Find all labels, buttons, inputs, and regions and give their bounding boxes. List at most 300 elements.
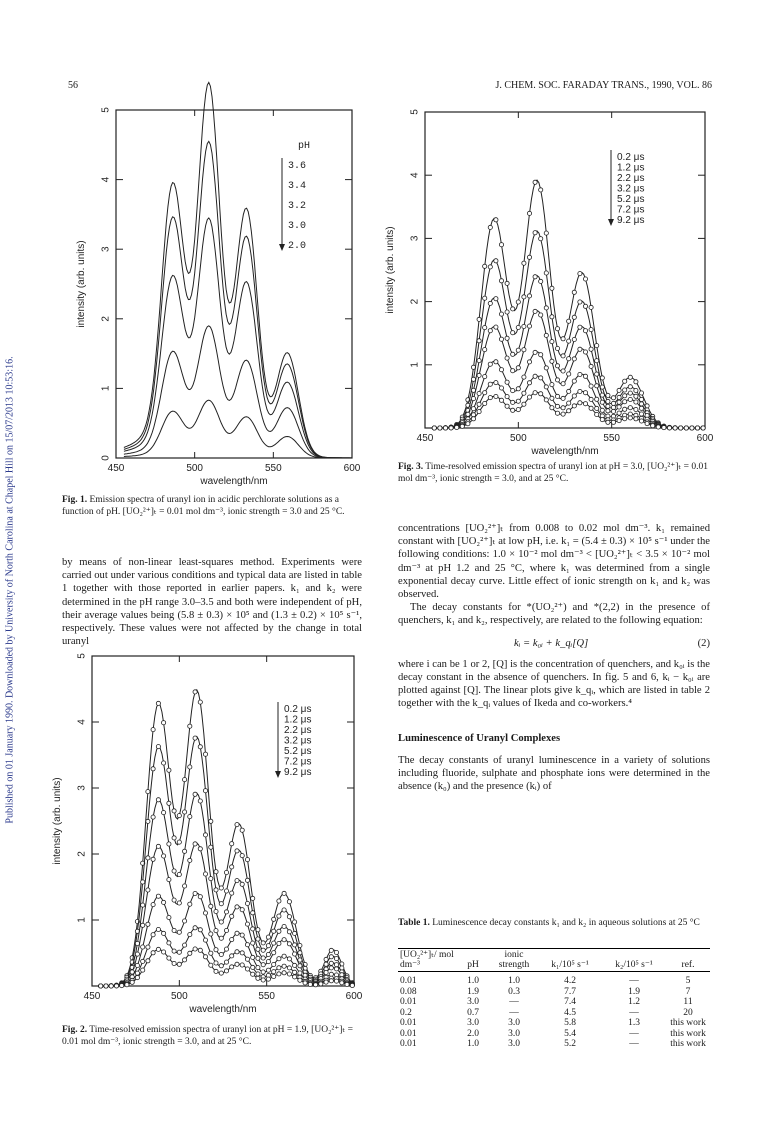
data-point [198, 847, 202, 851]
data-point [224, 889, 228, 893]
data-point [544, 306, 548, 310]
data-point [287, 900, 291, 904]
data-point [488, 225, 492, 229]
table-cell: 5.2 [564, 1039, 576, 1049]
data-point [167, 915, 171, 919]
data-point [623, 379, 627, 383]
y-tick-label: 5 [409, 109, 421, 115]
data-point [477, 391, 481, 395]
data-point [282, 954, 286, 958]
data-point [135, 952, 139, 956]
data-point [583, 277, 587, 281]
data-point [177, 901, 181, 905]
data-point [488, 301, 492, 305]
data-point [572, 357, 576, 361]
data-point [656, 425, 660, 429]
data-point [611, 420, 615, 424]
section-title: Luminescence of Uranyl Complexes [398, 733, 561, 745]
data-point [499, 243, 503, 247]
legend-title: pH [298, 141, 311, 152]
data-point [272, 917, 276, 921]
data-point [214, 948, 218, 952]
x-tick-label: 500 [170, 991, 188, 1002]
data-point [634, 388, 638, 392]
figure-1-chart [62, 100, 362, 490]
data-point [230, 938, 234, 942]
data-point [156, 701, 160, 705]
data-point [572, 379, 576, 383]
data-point [334, 967, 338, 971]
data-point [235, 849, 239, 853]
table-cell: 7 [685, 986, 691, 997]
legend-entry: 3.2 μs [617, 183, 645, 195]
data-point [146, 959, 150, 963]
data-point [235, 905, 239, 909]
data-point [628, 406, 632, 410]
data-point [679, 426, 683, 430]
data-point [550, 359, 554, 363]
table-row [398, 1008, 710, 1019]
data-point [230, 865, 234, 869]
table-cell: — [509, 997, 519, 1007]
data-point [483, 264, 487, 268]
data-point [684, 426, 688, 430]
data-point [198, 928, 202, 932]
data-point [308, 982, 312, 986]
figure-2-caption-label: Fig. 2. [62, 1025, 88, 1035]
data-point [611, 401, 615, 405]
legend-entry: 7.2 μs [284, 756, 312, 768]
data-point [527, 255, 531, 259]
data-point [193, 690, 197, 694]
equation-text: kᵢ = k₀ᵢ + k_qᵢ[Q] [514, 637, 589, 649]
figure-1-caption [62, 495, 362, 518]
data-point [256, 976, 260, 980]
data-point [272, 962, 276, 966]
x-tick-label: 550 [258, 991, 276, 1002]
data-point [188, 815, 192, 819]
data-point [606, 404, 610, 408]
data-point [494, 218, 498, 222]
table-row [398, 1018, 710, 1029]
data-point [600, 418, 604, 422]
data-point [256, 947, 260, 951]
legend-arrow-head [279, 244, 285, 251]
data-point [505, 281, 509, 285]
data-point [198, 745, 202, 749]
data-point [505, 310, 509, 314]
data-point [245, 858, 249, 862]
legend-entry: 3.4 [288, 181, 307, 192]
data-point [130, 980, 134, 984]
data-point [277, 972, 281, 976]
data-point [578, 389, 582, 393]
legend-entry: 5.2 μs [617, 194, 645, 205]
figure-3 [385, 100, 715, 460]
data-point [522, 324, 526, 328]
data-point [494, 259, 498, 263]
data-point [224, 947, 228, 951]
data-point [125, 983, 129, 987]
data-point [141, 945, 145, 949]
data-point [589, 305, 593, 309]
table-cell: this work [670, 1028, 706, 1039]
data-point [634, 407, 638, 411]
data-point [188, 951, 192, 955]
data-point [561, 406, 565, 410]
data-point [167, 878, 171, 882]
data-point [561, 396, 565, 400]
data-point [539, 392, 543, 396]
data-point [193, 792, 197, 796]
data-point [578, 272, 582, 276]
data-point [617, 419, 621, 423]
right-paragraph-2: The decay constants for *(UO₂²⁺) and *(2,2) in the presence of quenchers, k₁ and k₂, respectively, are related to the following equation: [398, 602, 710, 627]
data-point [282, 938, 286, 942]
data-point [555, 411, 559, 415]
data-point [146, 945, 150, 949]
figure-1 [62, 100, 362, 490]
data-point [167, 956, 171, 960]
data-point [329, 979, 333, 983]
data-point [645, 422, 649, 426]
data-point [606, 409, 610, 413]
data-point [203, 938, 207, 942]
data-point [240, 963, 244, 967]
data-point [449, 426, 453, 430]
table-cell: — [509, 1007, 519, 1018]
data-point [120, 984, 124, 988]
table-cell: 7.4 [564, 997, 576, 1007]
data-point [701, 426, 705, 430]
data-point [499, 368, 503, 372]
data-point [606, 420, 610, 424]
data-point [209, 904, 213, 908]
data-point [177, 840, 181, 844]
data-point [595, 412, 599, 416]
data-point [282, 891, 286, 895]
data-point [329, 966, 333, 970]
data-point [539, 279, 543, 283]
data-point [628, 375, 632, 379]
data-point [623, 417, 627, 421]
x-tick-label: 600 [696, 433, 714, 444]
data-point [277, 929, 281, 933]
data-point [499, 279, 503, 283]
data-point [109, 984, 113, 988]
data-point [550, 396, 554, 400]
data-point [499, 312, 503, 316]
data-point [483, 326, 487, 330]
table-cell: — [629, 1039, 639, 1049]
table-cell: 3.0 [508, 1028, 520, 1039]
data-point [203, 752, 207, 756]
data-point [230, 965, 234, 969]
table-1 [398, 948, 710, 1052]
data-point [287, 957, 291, 961]
data-point [499, 337, 503, 341]
data-point [146, 888, 150, 892]
data-point [224, 870, 228, 874]
legend-entry: 2.2 μs [284, 725, 312, 736]
data-point [146, 790, 150, 794]
data-point [639, 406, 643, 410]
data-point [544, 366, 548, 370]
data-point [167, 941, 171, 945]
data-point [183, 810, 187, 814]
data-point [251, 972, 255, 976]
data-point [151, 728, 155, 732]
data-point [266, 944, 270, 948]
data-point [198, 948, 202, 952]
data-point [219, 902, 223, 906]
data-point [177, 872, 181, 876]
data-point [209, 963, 213, 967]
data-point [589, 347, 593, 351]
data-point [628, 416, 632, 420]
data-point [151, 815, 155, 819]
data-point [578, 401, 582, 405]
table-cell: 7.7 [564, 986, 576, 997]
data-point [188, 765, 192, 769]
data-point [282, 908, 286, 912]
data-point [505, 356, 509, 360]
left-body-text [62, 556, 362, 648]
data-point [455, 425, 459, 429]
right-paragraph-3: where i can be 1 or 2, [Q] is the concentration of quenchers, and k₀ᵢ is the decay constant in the absence of quenchers. In fig. 5 and 6, kᵢ − k₀ᵢ are plotted against [Q]. The linear plots give k_qᵢ, which are listed in table 2 together with the k_qᵢ values of Ikeda and co-workers.⁴ [398, 658, 710, 710]
x-axis-label: wavelength/nm [200, 476, 268, 487]
data-point [224, 960, 228, 964]
data-point [494, 394, 498, 398]
data-point [272, 941, 276, 945]
data-point [245, 943, 249, 947]
data-point [245, 901, 249, 905]
table-1-caption [398, 918, 710, 930]
data-point [141, 968, 145, 972]
data-point [483, 401, 487, 405]
data-point [156, 947, 160, 951]
data-point [522, 375, 526, 379]
y-tick-label: 1 [100, 385, 112, 392]
data-point [550, 340, 554, 344]
data-point [298, 971, 302, 975]
data-point [319, 982, 323, 986]
data-point [511, 352, 515, 356]
legend-entry: 3.0 [288, 221, 307, 232]
data-point [600, 393, 604, 397]
data-point [583, 350, 587, 354]
data-point [334, 950, 338, 954]
data-point [639, 402, 643, 406]
x-tick-label: 550 [603, 433, 621, 444]
data-point [261, 941, 265, 945]
table-row [398, 987, 710, 998]
table-cell: 1.0 [467, 976, 479, 986]
data-point [334, 963, 338, 967]
data-point [261, 978, 265, 982]
data-point [667, 426, 671, 430]
data-point [634, 417, 638, 421]
data-point [567, 389, 571, 393]
data-point [511, 389, 515, 393]
figure-2-chart [52, 648, 363, 1018]
data-point [219, 936, 223, 940]
data-point [567, 409, 571, 413]
data-point [511, 400, 515, 404]
data-point [282, 964, 286, 968]
table-header-ref: ref. [666, 949, 710, 972]
data-point [544, 333, 548, 337]
x-tick-label: 600 [345, 991, 363, 1002]
data-point [690, 426, 694, 430]
y-tick-label: 4 [100, 176, 112, 183]
data-point [261, 963, 265, 967]
data-point [561, 412, 565, 416]
data-point [203, 789, 207, 793]
data-point [235, 931, 239, 935]
data-point [329, 955, 333, 959]
data-point [499, 386, 503, 390]
legend-entry: 3.2 μs [284, 735, 312, 747]
page-number: 56 [68, 80, 78, 91]
table-header-k1: k₁/10⁵ s⁻¹ [538, 949, 602, 972]
data-point [662, 426, 666, 430]
data-point [266, 960, 270, 964]
data-point [623, 394, 627, 398]
figure-3-caption-label: Fig. 3. [398, 462, 424, 472]
data-point [183, 849, 187, 853]
data-point [494, 297, 498, 301]
data-point [555, 327, 559, 331]
data-point [293, 943, 297, 947]
data-point [287, 966, 291, 970]
data-point [527, 360, 531, 364]
data-point [483, 296, 487, 300]
data-point [203, 955, 207, 959]
figure-3-caption-text: Time-resolved emission spectra of uranyl ion at pH = 3.0, [UO₂²⁺]ₜ = 0.01 mol dm⁻³, ionic strength = 3.0, and at 25 °C. [398, 462, 708, 484]
data-point [572, 404, 576, 408]
data-point [141, 959, 145, 963]
data-point [272, 974, 276, 978]
legend-entry: 7.2 μs [617, 204, 645, 216]
data-point [488, 396, 492, 400]
table-1-body [398, 972, 710, 1052]
table-header-k2: k₂/10⁵ s⁻¹ [602, 949, 666, 972]
data-point [600, 400, 604, 404]
data-point [104, 984, 108, 988]
data-point [477, 373, 481, 377]
table-cell: this work [670, 1018, 706, 1028]
data-point [460, 424, 464, 428]
data-point [583, 374, 587, 378]
data-point [639, 419, 643, 423]
data-point [572, 315, 576, 319]
data-point [527, 324, 531, 328]
y-tick-label: 1 [409, 362, 421, 368]
data-point [193, 842, 197, 846]
data-point [589, 406, 593, 410]
data-point [277, 957, 281, 961]
data-point [673, 426, 677, 430]
data-point [214, 870, 218, 874]
data-point [471, 397, 475, 401]
x-tick-label: 500 [509, 433, 527, 444]
data-point [266, 952, 270, 956]
data-point [156, 927, 160, 931]
data-point [177, 814, 181, 818]
table-row [398, 997, 710, 1008]
data-point [567, 339, 571, 343]
data-point [340, 973, 344, 977]
data-point [589, 397, 593, 401]
data-point [203, 872, 207, 876]
table-cell: 3.0 [508, 1039, 520, 1049]
data-point [183, 778, 187, 782]
data-point [251, 955, 255, 959]
table-cell: this work [670, 1039, 706, 1049]
data-point [488, 265, 492, 269]
right-body-text [398, 522, 710, 793]
data-point [471, 417, 475, 421]
data-point [193, 736, 197, 740]
data-point [578, 347, 582, 351]
data-point [188, 902, 192, 906]
data-point [606, 399, 610, 403]
data-point [235, 823, 239, 827]
table-cell: 1.2 [628, 997, 640, 1007]
data-point [261, 948, 265, 952]
journal-header: J. CHEM. SOC. FARADAY TRANS., 1990, VOL. 86 [495, 80, 712, 91]
table-cell: 11 [683, 997, 693, 1007]
table-cell: 0.3 [508, 986, 520, 997]
x-axis-label: wavelength/nm [189, 1004, 257, 1015]
legend-entry: 1.2 μs [284, 714, 312, 726]
data-point [293, 963, 297, 967]
table-cell: 0.2 [400, 1007, 412, 1018]
table-cell: 5 [685, 976, 691, 986]
data-point [183, 884, 187, 888]
x-tick-label: 450 [107, 463, 125, 474]
table-cell: 1.3 [628, 1018, 640, 1028]
data-point [177, 930, 181, 934]
data-point [198, 799, 202, 803]
data-point [266, 977, 270, 981]
data-point [172, 898, 176, 902]
data-point [695, 426, 699, 430]
table-row [398, 1029, 710, 1040]
data-point [432, 426, 436, 430]
data-point [628, 391, 632, 395]
table-cell: 3.0 [508, 1018, 520, 1028]
data-point [533, 231, 537, 235]
data-point [539, 376, 543, 380]
data-point [156, 798, 160, 802]
figure-3-caption [398, 462, 710, 485]
y-tick-label: 0 [100, 455, 112, 461]
data-point [251, 965, 255, 969]
data-point [555, 394, 559, 398]
data-point [561, 354, 565, 358]
data-point [617, 395, 621, 399]
data-point [287, 972, 291, 976]
x-tick-label: 550 [264, 463, 282, 474]
data-point [172, 949, 176, 953]
data-point [135, 963, 139, 967]
data-point [505, 404, 509, 408]
table-1-caption-label: Table 1. [398, 918, 430, 928]
data-point [544, 398, 548, 402]
data-point [533, 374, 537, 378]
